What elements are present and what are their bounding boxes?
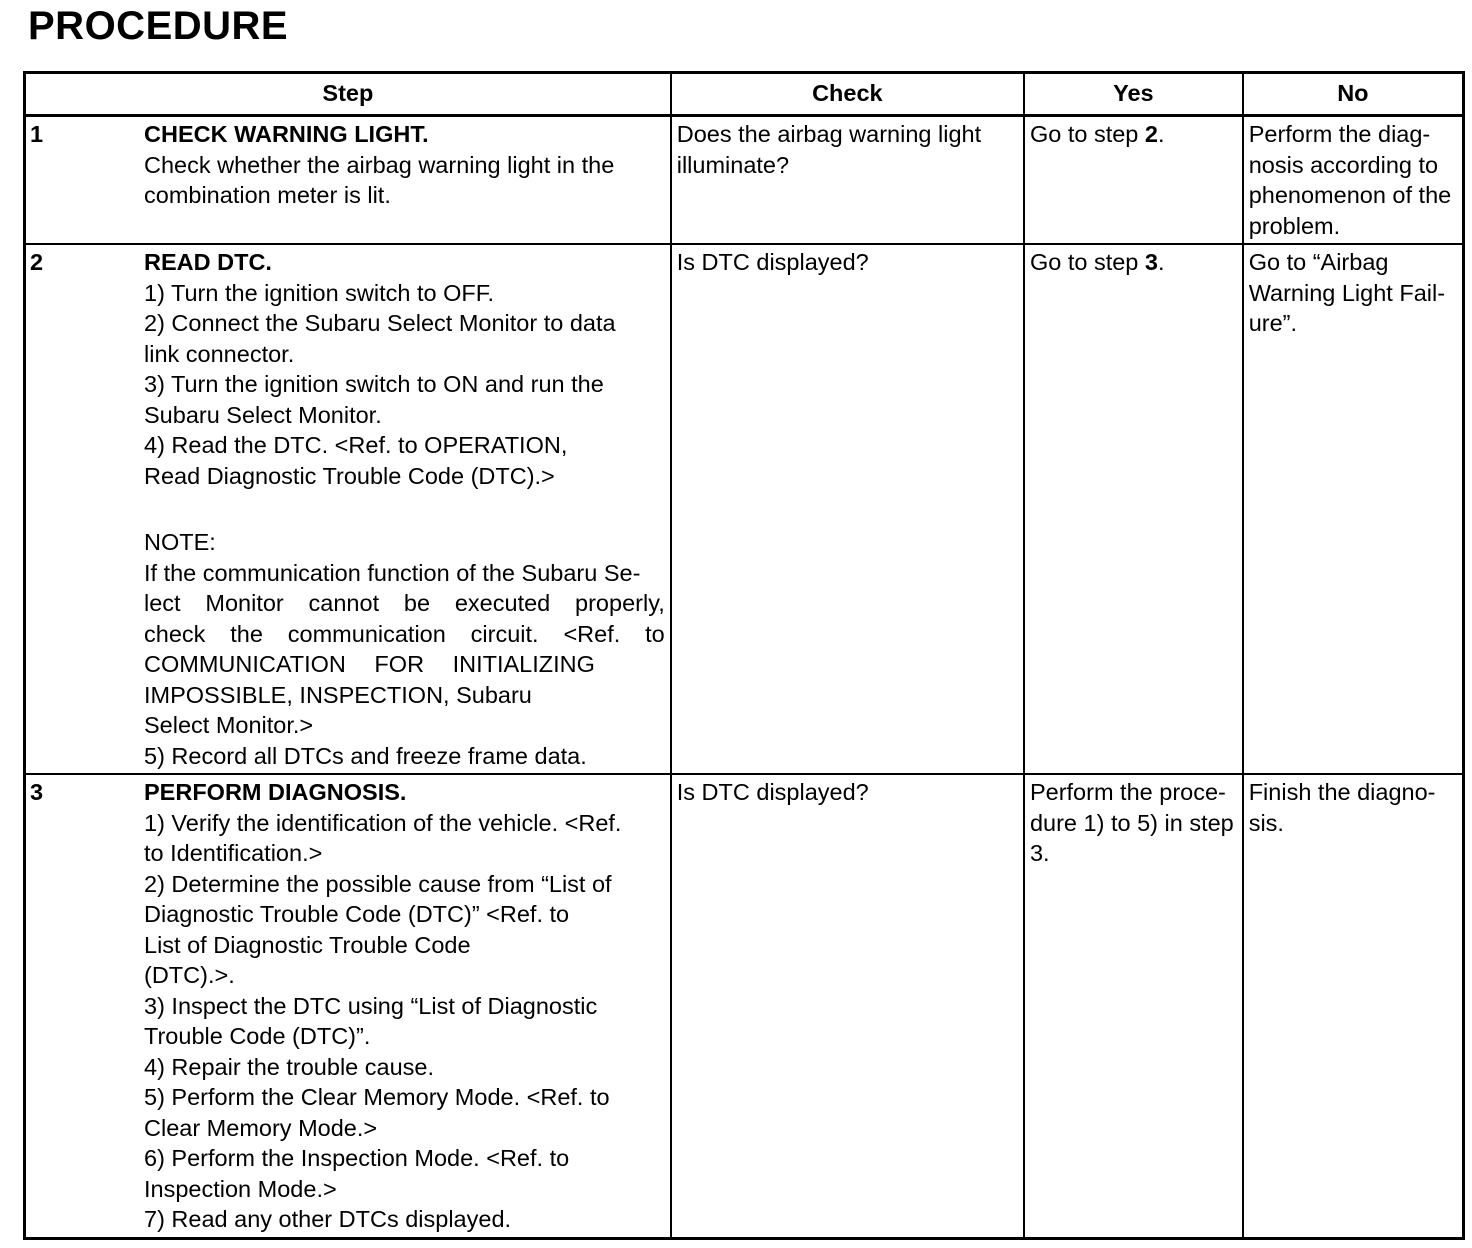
step-cell <box>25 116 671 245</box>
yes-line: Perform the proce- <box>1029 779 1226 805</box>
step-line: link connector. <box>144 340 295 367</box>
step-line: Trouble Code (DTC)”. <box>144 1023 371 1049</box>
no-cell <box>1243 116 1464 245</box>
yes-line: dure 1) to 5) in step <box>1029 809 1234 836</box>
step-line: 3) Turn the ignition switch to ON and run the <box>144 371 604 397</box>
yes-line: 3. <box>1029 840 1050 866</box>
step-line: 4) Repair the trouble cause. <box>144 1053 434 1080</box>
step-line: Read Diagnostic Trouble Code (DTC).> <box>144 462 555 489</box>
step-line: 1) Turn the ignition switch to OFF. <box>144 279 495 306</box>
step-line: 5) Perform the Clear Memory Mode. <Ref. to <box>144 1084 610 1110</box>
check-text: Does the airbag warning light illuminate? <box>676 121 982 178</box>
no-line: ure”. <box>1248 310 1298 336</box>
no-line: Warning Light Fail- <box>1248 279 1446 306</box>
check-cell <box>671 774 1024 1238</box>
no-cell <box>1243 244 1464 774</box>
table-row <box>25 774 1464 1238</box>
note-line: COMMUNICATION FOR INITIALIZING <box>144 651 595 677</box>
step-line: Diagnostic Trouble Code (DTC)” <Ref. to <box>144 901 570 927</box>
yes-prefix: Go to step <box>1029 249 1145 275</box>
no-line: sis. <box>1248 809 1284 836</box>
step-number: 3 <box>30 779 44 805</box>
step-line: Inspection Mode.> <box>144 1175 337 1202</box>
page-title: PROCEDURE <box>28 4 289 48</box>
check-cell <box>671 116 1024 245</box>
note-line: Select Monitor.> <box>144 712 314 738</box>
check-text: Is DTC displayed? <box>676 249 869 275</box>
step-cell <box>25 244 671 774</box>
header-yes: Yes <box>1024 73 1243 116</box>
step-cell <box>25 774 671 1238</box>
no-line: Finish the diagno- <box>1248 779 1436 805</box>
header-check: Check <box>671 73 1024 116</box>
yes-cell <box>1024 116 1243 245</box>
no-text: Perform the diag-nosis according to phenomenon of the problem. <box>1248 121 1452 239</box>
step-line: 1) Verify the identification of the vehicle. <Ref. <box>144 809 622 836</box>
yes-suffix: . <box>1157 249 1165 275</box>
table-row <box>25 116 1464 245</box>
note-line: IMPOSSIBLE, INSPECTION, Subaru <box>144 681 532 708</box>
check-cell <box>671 244 1024 774</box>
step-line: Subaru Select Monitor. <box>144 401 382 428</box>
step-heading: PERFORM DIAGNOSIS. <box>144 779 407 805</box>
procedure-table <box>23 71 1465 1240</box>
step-line: to Identification.> <box>144 840 323 866</box>
no-line: Go to “Airbag <box>1248 249 1389 275</box>
step-line: 2) Determine the possible cause from “List of <box>144 870 612 897</box>
table-header-row <box>25 73 1464 116</box>
step-line: (DTC).>. <box>144 962 235 988</box>
step-line: combination meter is lit. <box>144 182 391 208</box>
note-line: If the communication function of the Subaru Se- <box>144 559 641 586</box>
yes-step-ref: 3 <box>1144 249 1158 275</box>
step-line: 5) Record all DTCs and freeze frame data. <box>144 742 587 769</box>
note-line: lect Monitor cannot be executed properly, <box>144 590 665 616</box>
yes-cell <box>1024 244 1243 774</box>
step-line: Check whether the airbag warning light in the <box>144 151 615 178</box>
step-number: 1 <box>30 121 44 147</box>
yes-prefix: Go to step <box>1029 121 1145 147</box>
step-line: 2) Connect the Subaru Select Monitor to data <box>144 310 616 336</box>
yes-suffix: . <box>1157 121 1165 147</box>
header-step: Step <box>25 73 671 116</box>
step-heading: CHECK WARNING LIGHT. <box>144 121 429 147</box>
step-line: List of Diagnostic Trouble Code <box>144 931 471 958</box>
step-line: 4) Read the DTC. <Ref. to OPERATION, <box>144 432 568 458</box>
spacer <box>144 491 665 527</box>
header-no: No <box>1243 73 1464 116</box>
check-text: Is DTC displayed? <box>676 779 869 805</box>
note-label: NOTE: <box>144 529 216 555</box>
step-line: 7) Read any other DTCs displayed. <box>144 1206 512 1232</box>
step-number: 2 <box>30 249 44 275</box>
yes-step-ref: 2 <box>1144 121 1158 147</box>
no-cell <box>1243 774 1464 1238</box>
step-heading: READ DTC. <box>144 249 272 275</box>
yes-cell <box>1024 774 1243 1238</box>
step-line: 3) Inspect the DTC using “List of Diagnostic <box>144 992 598 1019</box>
step-line: 6) Perform the Inspection Mode. <Ref. to <box>144 1145 570 1171</box>
note-line: check the communication circuit. <Ref. to <box>144 620 665 647</box>
table-row <box>25 244 1464 774</box>
step-line: Clear Memory Mode.> <box>144 1114 378 1141</box>
